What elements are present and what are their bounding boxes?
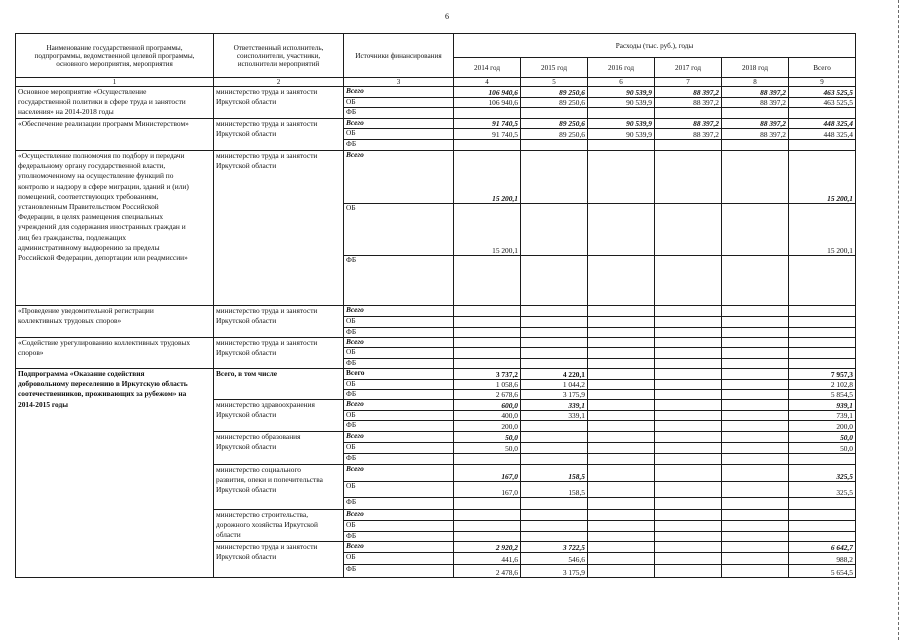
amount-cell [588, 443, 655, 454]
amount-cell [722, 328, 789, 338]
funding-source: ОБ [344, 98, 454, 108]
funding-source: Всего [344, 338, 454, 348]
amount-cell [588, 328, 655, 338]
header-funding-source: Источники финансирования [344, 34, 454, 78]
amount-cell [722, 204, 789, 256]
amount-cell [454, 348, 521, 359]
amount-cell [722, 565, 789, 578]
funding-source: ФБ [344, 256, 454, 306]
program-item-name: Подпрограмма «Оказание содействия добровольному переселению в Иркутскую область соотечественников, проживающих за рубежом» на 2014-2015 годы [16, 369, 214, 578]
amount-cell [655, 369, 722, 380]
executor-name: министерство здравоохранения Иркутской области [214, 400, 344, 432]
amount-cell: 1 044,2 [521, 380, 588, 390]
amount-cell: 2 678,6 [454, 390, 521, 400]
amount-cell [521, 256, 588, 306]
amount-total-cell: 325,5 [789, 465, 856, 482]
amount-cell [454, 359, 521, 369]
amount-total-cell [789, 498, 856, 510]
funding-source: ОБ [344, 348, 454, 359]
amount-cell [588, 432, 655, 443]
amount-cell [655, 465, 722, 482]
amount-cell [588, 108, 655, 119]
amount-cell [454, 108, 521, 119]
amount-total-cell [789, 256, 856, 306]
amount-total-cell [789, 140, 856, 151]
amount-cell [588, 532, 655, 542]
executor-name: министерство труда и занятости Иркутской области [214, 306, 344, 338]
amount-total-cell: 5 654,5 [789, 565, 856, 578]
amount-cell: 88 397,2 [722, 87, 789, 98]
funding-source: ФБ [344, 390, 454, 400]
amount-cell [655, 411, 722, 421]
amount-cell [521, 348, 588, 359]
amount-cell [722, 532, 789, 542]
funding-source: Всего [344, 87, 454, 98]
amount-cell: 158,5 [521, 482, 588, 498]
header-year: 2016 год [588, 58, 655, 78]
amount-cell [588, 380, 655, 390]
amount-total-cell [789, 359, 856, 369]
amount-cell [521, 317, 588, 328]
amount-cell: 50,0 [454, 432, 521, 443]
amount-cell [521, 359, 588, 369]
amount-cell [655, 432, 722, 443]
amount-total-cell: 463 525,5 [789, 98, 856, 108]
amount-cell [588, 348, 655, 359]
amount-cell: 90 539,9 [588, 119, 655, 129]
amount-cell [588, 369, 655, 380]
scan-edge-line [898, 0, 899, 640]
amount-cell [588, 465, 655, 482]
amount-cell [722, 369, 789, 380]
amount-cell [655, 380, 722, 390]
amount-cell [588, 256, 655, 306]
funding-source: ФБ [344, 140, 454, 151]
table-row [16, 306, 856, 317]
column-number: 3 [344, 78, 454, 87]
amount-cell [588, 306, 655, 317]
funding-source: Всего [344, 400, 454, 411]
amount-cell: 200,0 [454, 421, 521, 432]
funding-source: ОБ [344, 380, 454, 390]
amount-cell [588, 482, 655, 498]
executor-name: министерство труда и занятости Иркутской области [214, 151, 344, 306]
amount-cell [722, 465, 789, 482]
amount-total-cell: 5 854,5 [789, 390, 856, 400]
amount-cell [655, 521, 722, 532]
program-item-name: «Осуществление полномочия по подбору и передачи федеральному органу государственной власти, уполномоченному на осуществление функций по контролю и надзору в сфере миграции, зданий и (или) помещений, соответствующих требованиям, установленным Правительством Российской Федерации, в целях размещения специальных учреждений для содержания иностранных граждан и лиц без гражданства, подлежащих административному выдворению за пределы Российской Федерации, депортации или реадмиссии» [16, 151, 214, 306]
amount-cell [454, 498, 521, 510]
amount-cell: 88 397,2 [655, 87, 722, 98]
amount-cell [655, 482, 722, 498]
amount-cell [722, 521, 789, 532]
column-number: 4 [454, 78, 521, 87]
amount-total-cell: 448 325,4 [789, 129, 856, 140]
amount-cell [655, 390, 722, 400]
amount-cell [454, 510, 521, 521]
amount-total-cell: 200,0 [789, 421, 856, 432]
amount-cell: 3 175,9 [521, 565, 588, 578]
amount-cell [722, 400, 789, 411]
amount-total-cell: 325,5 [789, 482, 856, 498]
column-number-row [16, 78, 856, 87]
amount-cell [655, 421, 722, 432]
amount-cell [722, 411, 789, 421]
amount-cell [722, 151, 789, 204]
amount-cell [521, 498, 588, 510]
column-number: 9 [789, 78, 856, 87]
funding-source: Всего [344, 369, 454, 380]
amount-cell [521, 140, 588, 151]
amount-cell: 88 397,2 [655, 129, 722, 140]
amount-cell: 88 397,2 [722, 129, 789, 140]
amount-cell [454, 532, 521, 542]
funding-source: ФБ [344, 108, 454, 119]
amount-total-cell [789, 521, 856, 532]
header-row [16, 34, 856, 58]
amount-cell: 88 397,2 [655, 98, 722, 108]
program-item-name: «Обеспечение реализации программ Министерством» [16, 119, 214, 151]
page-number: 6 [445, 12, 449, 21]
amount-cell [655, 565, 722, 578]
amount-total-cell [789, 338, 856, 348]
amount-total-cell: 988,2 [789, 553, 856, 565]
amount-cell: 1 058,6 [454, 380, 521, 390]
funding-source: ОБ [344, 129, 454, 140]
amount-cell [655, 498, 722, 510]
funding-source: Всего [344, 432, 454, 443]
amount-cell: 106 940,6 [454, 87, 521, 98]
amount-cell: 91 740,5 [454, 129, 521, 140]
funding-source: Всего [344, 542, 454, 553]
header-year: 2014 год [454, 58, 521, 78]
amount-cell [454, 317, 521, 328]
amount-cell [588, 498, 655, 510]
header-expenses: Расходы (тыс. руб.), годы [454, 34, 856, 58]
amount-cell [722, 390, 789, 400]
amount-cell [588, 454, 655, 465]
amount-cell [722, 482, 789, 498]
amount-total-cell: 15 200,1 [789, 204, 856, 256]
funding-source: Всего [344, 151, 454, 204]
funding-source: Всего [344, 119, 454, 129]
amount-cell [655, 151, 722, 204]
amount-cell [722, 432, 789, 443]
amount-cell: 167,0 [454, 482, 521, 498]
amount-cell [722, 553, 789, 565]
amount-cell [521, 338, 588, 348]
header-total: Всего [789, 58, 856, 78]
amount-cell [521, 510, 588, 521]
amount-cell [588, 565, 655, 578]
amount-cell [722, 140, 789, 151]
amount-cell [588, 510, 655, 521]
amount-cell: 15 200,1 [454, 151, 521, 204]
header-program-name: Наименование государственной программы, подпрограммы, ведомственной целевой программы, основного мероприятия, мероприятия [16, 34, 214, 78]
amount-cell [521, 204, 588, 256]
amount-cell: 90 539,9 [588, 129, 655, 140]
funding-source: ФБ [344, 421, 454, 432]
amount-cell: 3 722,5 [521, 542, 588, 553]
program-item-name: «Проведение уведомительной регистрации коллективных трудовых споров» [16, 306, 214, 338]
amount-cell [588, 421, 655, 432]
amount-cell [588, 390, 655, 400]
amount-cell [655, 454, 722, 465]
amount-cell [521, 108, 588, 119]
amount-total-cell: 739,1 [789, 411, 856, 421]
amount-cell: 89 250,6 [521, 119, 588, 129]
amount-cell: 88 397,2 [722, 98, 789, 108]
column-number: 5 [521, 78, 588, 87]
amount-cell [655, 328, 722, 338]
amount-total-cell [789, 454, 856, 465]
amount-cell: 3 175,9 [521, 390, 588, 400]
table-body [16, 87, 856, 578]
funding-source: ОБ [344, 204, 454, 256]
amount-cell [521, 328, 588, 338]
header-year: 2018 год [722, 58, 789, 78]
amount-cell: 167,0 [454, 465, 521, 482]
header-executor: Ответственный исполнитель, соисполнители, участники, исполнители мероприятий [214, 34, 344, 78]
table-row [16, 338, 856, 348]
amount-cell [588, 553, 655, 565]
table-row [16, 151, 856, 204]
amount-cell [588, 359, 655, 369]
amount-cell [588, 204, 655, 256]
amount-total-cell: 6 642,7 [789, 542, 856, 553]
executor-name: министерство труда и занятости Иркутской области [214, 542, 344, 578]
amount-cell: 441,6 [454, 553, 521, 565]
column-number: 1 [16, 78, 214, 87]
funding-source: ОБ [344, 411, 454, 421]
amount-total-cell: 50,0 [789, 443, 856, 454]
funding-source: ФБ [344, 532, 454, 542]
amount-cell [655, 532, 722, 542]
amount-total-cell: 2 102,8 [789, 380, 856, 390]
amount-cell [655, 510, 722, 521]
amount-total-cell: 463 525,5 [789, 87, 856, 98]
executor-name: министерство строительства, дорожного хозяйства Иркутской области [214, 510, 344, 542]
amount-cell: 546,6 [521, 553, 588, 565]
program-item-name: «Содействие урегулированию коллективных трудовых споров» [16, 338, 214, 369]
amount-cell [454, 454, 521, 465]
funding-source: ФБ [344, 454, 454, 465]
funding-source: Всего [344, 465, 454, 482]
funding-source: Всего [344, 510, 454, 521]
amount-total-cell: 448 325,4 [789, 119, 856, 129]
funding-source: ОБ [344, 553, 454, 565]
amount-cell: 90 539,9 [588, 98, 655, 108]
amount-cell [588, 400, 655, 411]
amount-cell: 88 397,2 [722, 119, 789, 129]
amount-cell [655, 443, 722, 454]
amount-cell: 91 740,5 [454, 119, 521, 129]
amount-cell [655, 348, 722, 359]
amount-cell [722, 380, 789, 390]
amount-total-cell [789, 532, 856, 542]
amount-cell [454, 338, 521, 348]
column-number: 7 [655, 78, 722, 87]
amount-cell: 106 940,6 [454, 98, 521, 108]
amount-cell [454, 306, 521, 317]
amount-cell [454, 140, 521, 151]
amount-total-cell [789, 328, 856, 338]
amount-cell: 89 250,6 [521, 129, 588, 140]
amount-cell [722, 421, 789, 432]
amount-cell [655, 108, 722, 119]
amount-cell [655, 553, 722, 565]
amount-cell: 2 478,6 [454, 565, 521, 578]
amount-total-cell: 7 957,3 [789, 369, 856, 380]
amount-total-cell [789, 317, 856, 328]
amount-cell [454, 328, 521, 338]
amount-total-cell [789, 306, 856, 317]
amount-cell [655, 400, 722, 411]
budget-table [15, 33, 856, 578]
amount-cell [521, 432, 588, 443]
amount-cell [521, 306, 588, 317]
amount-cell [588, 151, 655, 204]
amount-cell [655, 256, 722, 306]
amount-cell: 3 737,2 [454, 369, 521, 380]
executor-name: министерство труда и занятости Иркутской области [214, 119, 344, 151]
funding-source: ОБ [344, 482, 454, 498]
amount-total-cell [789, 510, 856, 521]
header-year: 2015 год [521, 58, 588, 78]
amount-cell: 339,1 [521, 400, 588, 411]
amount-cell [655, 140, 722, 151]
amount-cell [722, 542, 789, 553]
amount-cell [722, 359, 789, 369]
amount-cell [722, 338, 789, 348]
amount-cell [521, 421, 588, 432]
amount-cell [722, 443, 789, 454]
amount-cell [722, 317, 789, 328]
executor-name: министерство социального развития, опеки и попечительства Иркутской области [214, 465, 344, 510]
funding-source: ОБ [344, 317, 454, 328]
amount-cell: 89 250,6 [521, 98, 588, 108]
funding-source: ОБ [344, 521, 454, 532]
executor-name: министерство образования Иркутской области [214, 432, 344, 465]
amount-cell: 2 920,2 [454, 542, 521, 553]
amount-cell [655, 542, 722, 553]
amount-cell: 600,0 [454, 400, 521, 411]
funding-source: ФБ [344, 359, 454, 369]
column-number: 8 [722, 78, 789, 87]
table-row [16, 87, 856, 98]
amount-total-cell: 939,1 [789, 400, 856, 411]
funding-source: ФБ [344, 328, 454, 338]
amount-cell [521, 521, 588, 532]
amount-cell: 400,0 [454, 411, 521, 421]
amount-cell [722, 454, 789, 465]
program-item-name: Основное мероприятие «Осуществление государственной политики в сфере труда и занятости населения» на 2014-2018 годы [16, 87, 214, 119]
amount-cell [655, 359, 722, 369]
funding-source: ФБ [344, 498, 454, 510]
amount-total-cell: 50,0 [789, 432, 856, 443]
amount-cell: 50,0 [454, 443, 521, 454]
amount-cell [722, 256, 789, 306]
executor-name: Всего, в том числе [214, 369, 344, 400]
amount-cell [588, 521, 655, 532]
amount-total-cell: 15 200,1 [789, 151, 856, 204]
executor-name: министерство труда и занятости Иркутской области [214, 338, 344, 369]
funding-source: Всего [344, 306, 454, 317]
amount-cell [722, 108, 789, 119]
amount-cell [655, 204, 722, 256]
amount-cell [454, 256, 521, 306]
amount-cell [722, 306, 789, 317]
amount-cell [722, 348, 789, 359]
amount-cell: 90 539,9 [588, 87, 655, 98]
amount-cell [588, 411, 655, 421]
amount-cell [521, 454, 588, 465]
column-number: 2 [214, 78, 344, 87]
amount-total-cell [789, 108, 856, 119]
amount-cell [655, 306, 722, 317]
funding-source: ФБ [344, 565, 454, 578]
amount-cell: 339,1 [521, 411, 588, 421]
amount-cell [521, 443, 588, 454]
table-row [16, 369, 856, 380]
amount-cell: 4 220,1 [521, 369, 588, 380]
amount-total-cell [789, 348, 856, 359]
funding-source: ОБ [344, 443, 454, 454]
amount-cell [655, 317, 722, 328]
amount-cell [588, 317, 655, 328]
table-row [16, 119, 856, 129]
amount-cell [588, 338, 655, 348]
amount-cell: 89 250,6 [521, 87, 588, 98]
executor-name: министерство труда и занятости Иркутской области [214, 87, 344, 119]
amount-cell: 88 397,2 [655, 119, 722, 129]
column-number: 6 [588, 78, 655, 87]
header-year: 2017 год [655, 58, 722, 78]
amount-cell [521, 151, 588, 204]
amount-cell [521, 532, 588, 542]
amount-cell [722, 510, 789, 521]
amount-cell: 15 200,1 [454, 204, 521, 256]
amount-cell [655, 338, 722, 348]
amount-cell [722, 498, 789, 510]
amount-cell [588, 542, 655, 553]
amount-cell [454, 521, 521, 532]
amount-cell: 158,5 [521, 465, 588, 482]
amount-cell [588, 140, 655, 151]
